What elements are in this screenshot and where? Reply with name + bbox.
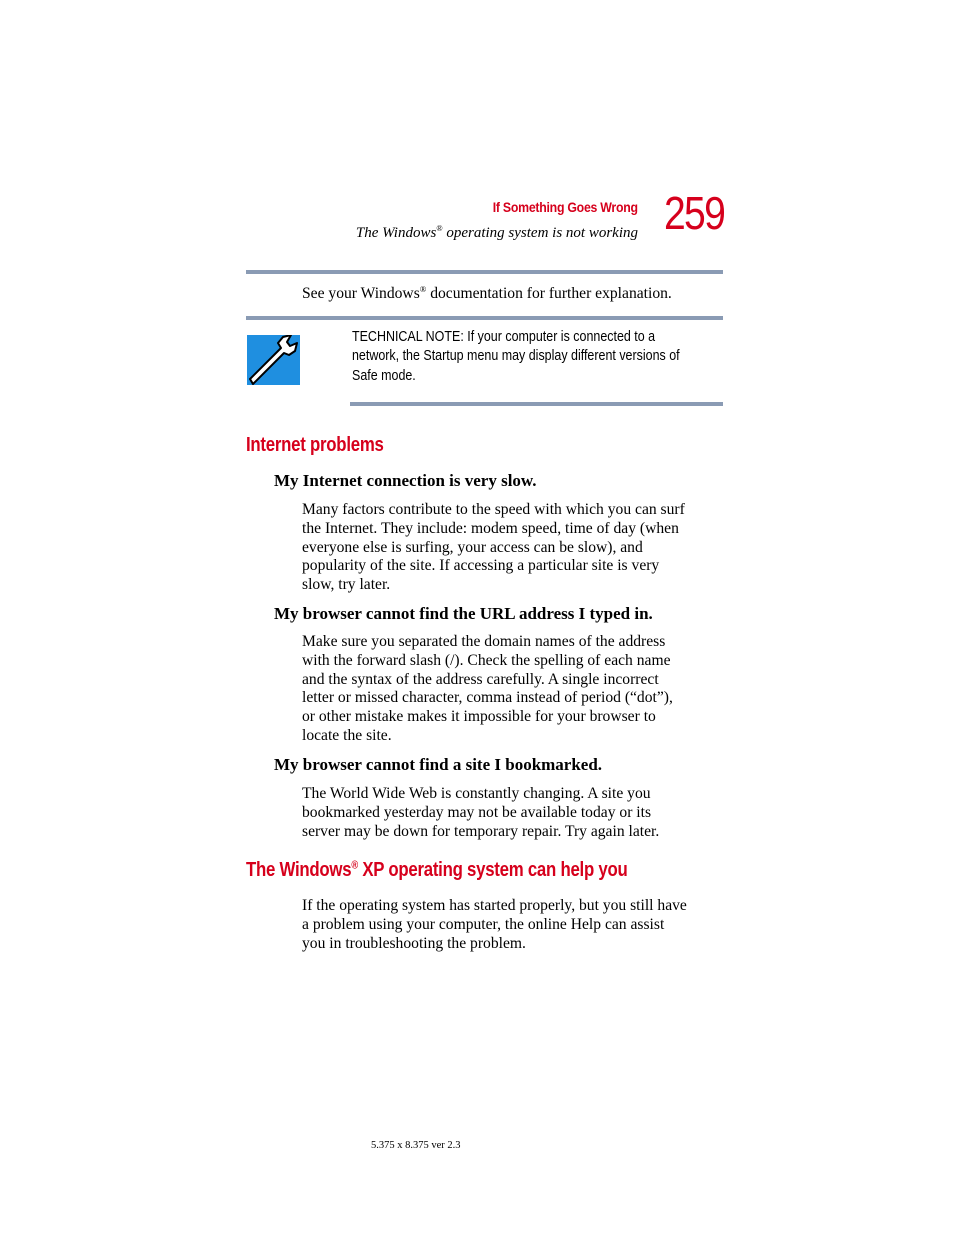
question-bookmark-not-found: My browser cannot find a site I bookmarked. [274, 755, 603, 774]
note-bottom-rule [350, 402, 723, 406]
question-url-not-found: My browser cannot find the URL address I typed in. [274, 604, 653, 623]
answer-slow-connection: Many factors contribute to the speed with which you can surf the Internet. They include: modem speed, time of day (when everyone else is surfing, your access can be slow), and popularity of the site. If accessing a particular site is very slow, try later. [302, 501, 685, 594]
top-rule [246, 270, 723, 274]
running-header-section: If Something Goes Wrong [493, 199, 638, 215]
question-slow-connection: My Internet connection is very slow. [274, 471, 537, 490]
intro-paragraph: See your Windows® documentation for further explanation. [302, 283, 672, 302]
page-footer: 5.375 x 8.375 ver 2.3 [371, 1140, 461, 1151]
technical-note-text [352, 328, 722, 386]
note-line: Safe mode. [352, 367, 416, 384]
note-line: TECHNICAL NOTE: If your computer is connected to a [352, 329, 656, 345]
answer-bookmark-not-found: The World Wide Web is constantly changing. A site you bookmarked yesterday may not be available today or its server may be down for temporary repair. Try again later. [302, 785, 660, 840]
answer-url-not-found: Make sure you separated the domain names of the address with the forward slash (/). Check the spelling of each name and the syntax of the address carefully. A single incorrect letter or missed character, comma instead of period (“dot”), or other mistake makes it impossible for your browser to locate the site. [302, 633, 673, 744]
windows-xp-paragraph: If the operating system has started properly, but you still have a problem using your computer, the online Help can assist you in troubleshooting the problem. [302, 897, 687, 952]
note-top-rule [246, 316, 723, 320]
running-header-subtitle: The Windows® operating system is not working [355, 224, 638, 241]
wrench-icon [247, 335, 300, 385]
windows-xp-heading: The Windows® XP operating system can help you [246, 859, 628, 881]
internet-problems-heading: Internet problems [246, 434, 384, 456]
note-line: network, the Startup menu may display different versions of [352, 348, 680, 365]
page-number: 259 [664, 187, 725, 239]
